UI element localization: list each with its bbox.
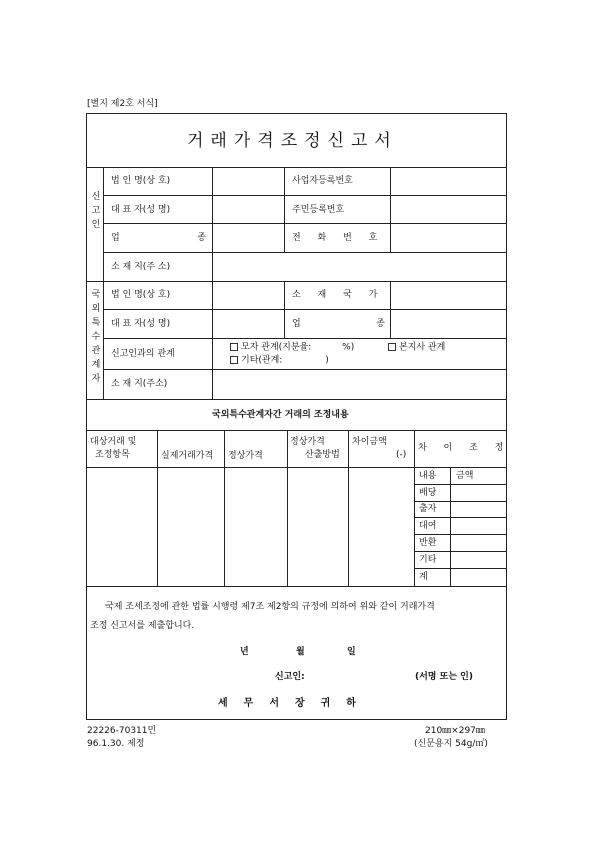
item-return: 반환	[419, 538, 437, 548]
sign-note: (서명 또는 인)	[415, 672, 473, 682]
signer-label: 신고인:	[275, 672, 305, 682]
difference-field[interactable]	[350, 469, 412, 584]
normal-price-field[interactable]	[226, 469, 285, 584]
foreign-address-label: 소 재 지(주소)	[111, 379, 168, 389]
country-field[interactable]	[392, 283, 505, 307]
date-year-label: 년	[240, 647, 249, 657]
resident-number-field[interactable]	[392, 197, 505, 221]
footer-date: 96.1.30. 제정	[87, 739, 145, 749]
statement-line-2: 조정 신고서를 제출합니다.	[90, 621, 195, 631]
col-header-diff-1: 차이금액	[352, 437, 387, 447]
method-field[interactable]	[289, 469, 346, 584]
signer-field[interactable]	[310, 668, 410, 684]
business-number-label: 사업자등록번호	[292, 176, 353, 186]
industry-field[interactable]	[214, 225, 282, 250]
item-dividend: 배당	[419, 488, 437, 498]
foreign-address-field[interactable]	[214, 371, 505, 397]
foreign-industry-field[interactable]	[392, 311, 505, 336]
col-header-method-1: 정상가격	[290, 437, 325, 447]
checkbox-parent-sub[interactable]	[230, 343, 238, 351]
date-day-label: 일	[347, 647, 356, 657]
representative-label: 대 표 자(성 명)	[111, 205, 171, 215]
foreign-representative-field[interactable]	[214, 311, 282, 336]
item-other: 기타	[419, 555, 437, 565]
foreign-company-name-field[interactable]	[214, 283, 282, 307]
actual-price-field[interactable]	[159, 469, 222, 584]
adjustment-heading: 국외특수관계자간 거래의 조정내용	[212, 410, 349, 420]
industry-label: 업 종	[111, 233, 206, 243]
form-label: [별지 제2호 서식]	[87, 99, 158, 109]
item-loan: 대여	[419, 521, 437, 531]
item-investment: 출자	[419, 504, 437, 514]
resident-number-label: 주민등록번호	[292, 205, 345, 215]
target-items-field[interactable]	[88, 469, 155, 584]
country-label: 소 재 국 가	[292, 290, 385, 300]
foreign-side-label: 국외특수관계자	[91, 290, 101, 384]
foreign-industry-label: 업 종	[292, 319, 385, 329]
phone-field[interactable]	[392, 225, 505, 250]
footer-code: 22226-70311민	[87, 726, 157, 736]
representative-field[interactable]	[214, 197, 282, 221]
adjust-amount-field[interactable]	[452, 486, 505, 584]
checkbox-other[interactable]	[230, 356, 238, 364]
footer-size: 210㎜×297㎜	[425, 726, 485, 736]
address-field[interactable]	[214, 254, 505, 279]
company-name-label: 법 인 명(상 호)	[111, 176, 171, 186]
col-header-actual-price: 실제거래가격	[161, 451, 214, 461]
sub-header-content: 내용	[419, 471, 437, 481]
relation-option-parent[interactable]: 모자 관계(지분율: %)	[230, 343, 354, 353]
col-header-adjust: 차 이 조 정	[418, 443, 511, 453]
form-title: 거래가격조정신고서	[187, 131, 398, 151]
col-header-diff-2: (-)	[396, 450, 407, 460]
date-month-label: 월	[296, 647, 305, 657]
statement-line-1: 국제 조세조정에 관한 법률 시행령 제7조 제2항의 규정에 의하여 위와 같이 거래가격	[105, 602, 435, 612]
foreign-company-name-label: 법 인 명(상 호)	[111, 290, 171, 300]
business-number-field[interactable]	[392, 169, 505, 193]
relation-option-other[interactable]: 기타(관계: )	[230, 356, 329, 366]
phone-label: 전 화 번 호	[292, 233, 385, 243]
item-total: 계	[419, 572, 428, 582]
address-label: 소 재 지(주 소)	[111, 262, 171, 272]
foreign-representative-label: 대 표 자(성 명)	[111, 319, 171, 329]
checkbox-branch[interactable]	[388, 343, 396, 351]
col-header-method-2: 산출방법	[305, 450, 340, 460]
relation-label: 신고인과의 관계	[111, 349, 175, 359]
col-header-target-2: 조정항목	[95, 450, 130, 460]
footer-paper: (신문용지 54g/㎡)	[414, 739, 488, 749]
declarant-side-label: 신고인	[91, 192, 101, 230]
col-header-target-1: 대상거래 및	[90, 437, 137, 447]
sub-header-amount: 금액	[456, 471, 474, 481]
addressee: 세무서장귀하	[218, 698, 372, 709]
relation-option-branch[interactable]: 본지사 관계	[388, 343, 445, 353]
company-name-field[interactable]	[214, 169, 282, 193]
col-header-normal-price: 정상가격	[228, 451, 263, 461]
